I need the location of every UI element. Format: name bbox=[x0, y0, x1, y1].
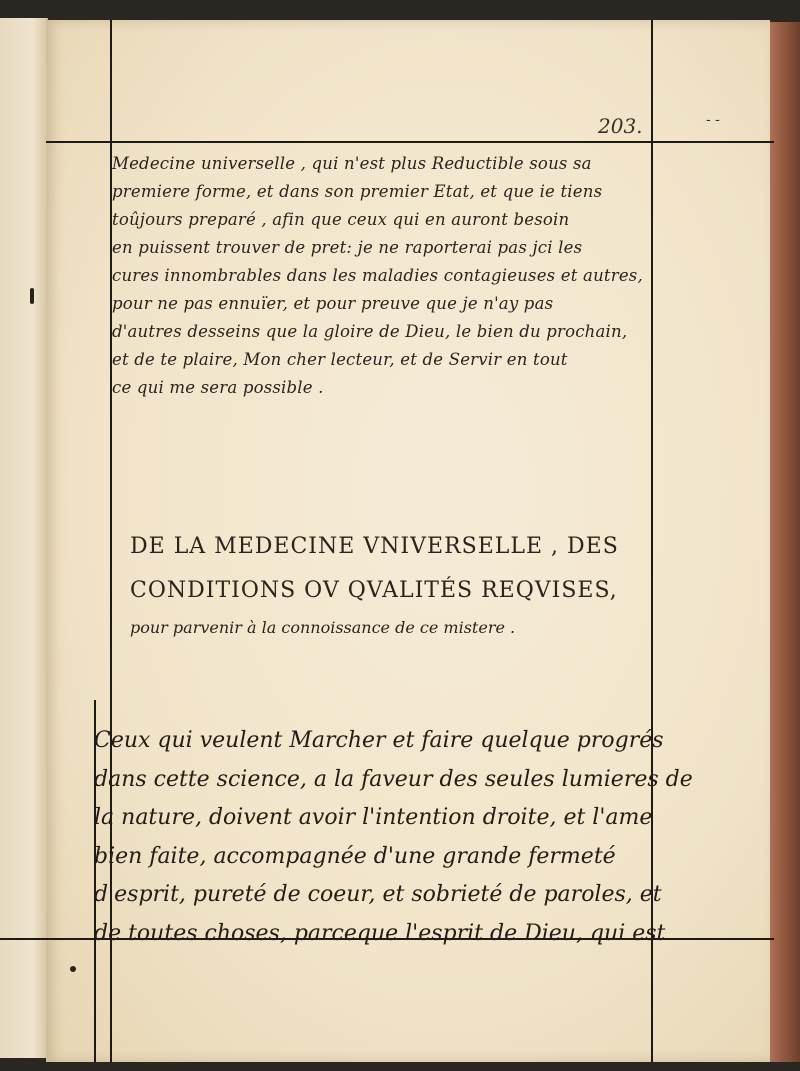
cursive-line: dans cette science, a la faveur des seules lumieres de bbox=[94, 766, 693, 792]
opening-paragraph bbox=[112, 150, 652, 402]
cursive-line: d'esprit, pureté de coeur, et sobrieté de paroles, et bbox=[94, 882, 662, 907]
heading-subtitle: pour parvenir à la connoissance de ce mistere . bbox=[130, 618, 516, 637]
left-page-edge bbox=[0, 18, 48, 1058]
paragraph-line: premiere forme, et dans son premier Etat, et que ie tiens bbox=[112, 182, 603, 201]
cursive-line: Ceux qui veulent Marcher et faire quelque progrés bbox=[94, 728, 664, 753]
paragraph-line: cures innombrables dans les maladies contagieuses et autres, bbox=[112, 266, 643, 285]
page-edges-right bbox=[766, 22, 800, 1062]
paragraph-line: pour ne pas ennuïer, et pour preuve que je n'ay pas bbox=[112, 294, 554, 313]
rule-top bbox=[46, 141, 774, 143]
left-margin-mark bbox=[30, 288, 34, 304]
top-marks: - - bbox=[706, 112, 720, 128]
paragraph-line: ce qui me sera possible . bbox=[112, 378, 324, 397]
cursive-paragraph bbox=[94, 722, 693, 953]
heading-line-2: CONDITIONS OV QVALITÉS REQVISES, bbox=[130, 578, 618, 603]
paragraph-line: toûjours preparé , afin que ceux qui en auront besoin bbox=[112, 210, 570, 229]
heading-line-1: DE LA MEDECINE VNIVERSELLE , DES bbox=[130, 534, 619, 559]
paragraph-line: en puissent trouver de pret: je ne raporterai pas jci les bbox=[112, 238, 583, 257]
paragraph-line: d'autres desseins que la gloire de Dieu, le bien du prochain, bbox=[112, 322, 628, 341]
cursive-line: la nature, doivent avoir l'intention droite, et l'ame bbox=[94, 805, 653, 830]
section-heading bbox=[130, 530, 650, 637]
paragraph-line: et de te plaire, Mon cher lecteur, et de Servir en tout bbox=[112, 350, 568, 369]
page-number: 203. bbox=[598, 114, 643, 138]
cursive-line: bien faite, accompagnée d'une grande fermeté bbox=[94, 843, 616, 869]
paragraph-line: Medecine universelle , qui n'est plus Reductible sous sa bbox=[112, 154, 592, 173]
cursive-line: de toutes choses, parceque l'esprit de Dieu, qui est bbox=[94, 920, 666, 946]
bottom-margin-mark bbox=[70, 966, 76, 972]
